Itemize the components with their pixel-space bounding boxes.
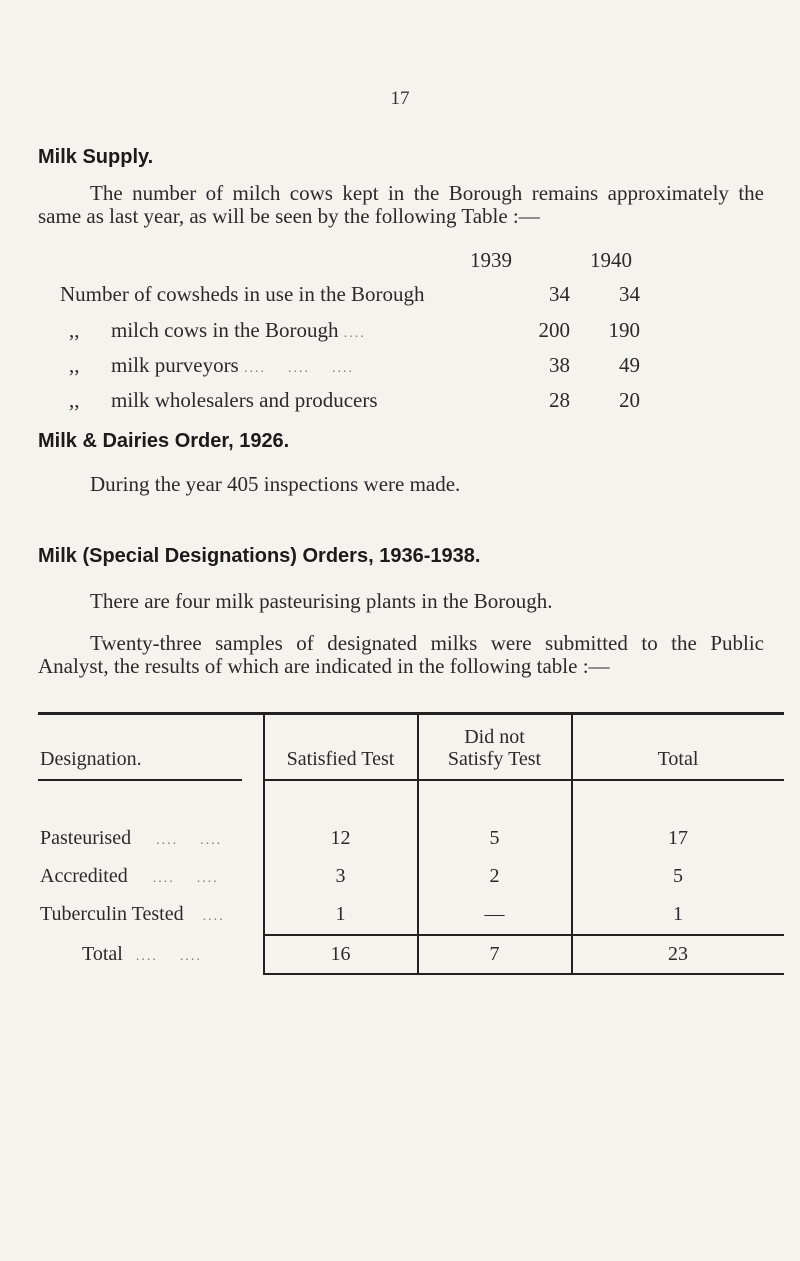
not-satisfied-value: 2	[489, 865, 500, 887]
ditto-mark: ,,	[69, 353, 80, 377]
dairies-heading: Milk & Dairies Order, 1926.	[38, 430, 290, 452]
total-rule	[263, 934, 784, 936]
table-top-rule	[38, 712, 784, 715]
year-1940-header: 1940	[590, 248, 632, 272]
header-designation: Designation.	[40, 748, 142, 770]
row-label: milk purveyors .... .... ....	[111, 353, 354, 377]
not-satisfied-value: —	[484, 903, 505, 925]
dairies-paragraph: During the year 405 inspections were made.	[90, 472, 461, 496]
table-row-label: Accredited .... ....	[40, 865, 219, 887]
value-1940: 20	[619, 388, 640, 412]
total-not-satisfied-value: 7	[489, 943, 500, 965]
satisfied-value: 12	[330, 827, 351, 849]
milk-supply-heading: Milk Supply.	[38, 146, 154, 168]
leader-dots: ....	[202, 909, 225, 924]
bottom-rule	[263, 973, 784, 975]
total-row-label: Total .... ....	[82, 943, 202, 965]
header-rule	[263, 779, 784, 781]
row-label: milch cows in the Borough ....	[111, 318, 366, 342]
value-1939: 200	[538, 318, 570, 342]
designations-table	[38, 712, 784, 1032]
designations-heading: Milk (Special Designations) Orders, 1936-1938.	[38, 545, 481, 567]
table-row-label: Pasteurised .... ....	[40, 827, 223, 849]
satisfied-value: 3	[335, 865, 346, 887]
total-value: 17	[668, 827, 688, 849]
ditto-mark: ,,	[69, 318, 80, 342]
header-did-not: Did not	[464, 726, 525, 748]
header-satisfy-test: Satisfy Test	[447, 748, 542, 770]
total-value: 5	[673, 865, 683, 887]
table-row-label: Tuberculin Tested ....	[40, 903, 225, 925]
total-satisfied-value: 16	[330, 943, 351, 965]
not-satisfied-value: 5	[489, 827, 500, 849]
header-rule	[38, 779, 242, 781]
page-number: 17	[390, 88, 410, 109]
header-total: Total	[657, 748, 699, 770]
designations-paragraph-1: There are four milk pasteurising plants in the Borough.	[90, 589, 553, 613]
value-1940: 34	[619, 282, 640, 306]
row-label: milk wholesalers and producers	[111, 388, 378, 412]
row-label: Number of cowsheds in use in the Borough	[60, 282, 425, 306]
total-value: 1	[673, 903, 683, 925]
value-1940: 49	[619, 353, 640, 377]
leader-dots: .... ....	[152, 871, 219, 886]
grand-total-value: 23	[668, 943, 688, 965]
value-1939: 28	[549, 388, 570, 412]
value-1939: 38	[549, 353, 570, 377]
cows-row	[60, 388, 660, 414]
cows-row	[60, 318, 660, 344]
leader-dots: .... ....	[156, 833, 223, 848]
designations-paragraph-2: Twenty-three samples of designated milks were submitted to the Public Analyst, the results of which are indicated in the following table :—	[38, 631, 764, 678]
year-1939-header: 1939	[470, 248, 512, 272]
satisfied-value: 1	[335, 903, 346, 925]
cows-row	[60, 353, 660, 379]
value-1940: 190	[608, 318, 640, 342]
leader-dots: ....	[343, 326, 366, 341]
milk-supply-paragraph: The number of milch cows kept in the Borough remains approximately the same as last year, as will be seen by the following Table :—	[38, 181, 764, 228]
value-1939: 34	[549, 282, 570, 306]
leader-dots: .... ....	[135, 949, 202, 964]
ditto-mark: ,,	[69, 388, 80, 412]
leader-dots: .... .... ....	[243, 361, 354, 376]
header-satisfied: Satisfied Test	[286, 748, 395, 770]
cows-row	[60, 282, 660, 308]
